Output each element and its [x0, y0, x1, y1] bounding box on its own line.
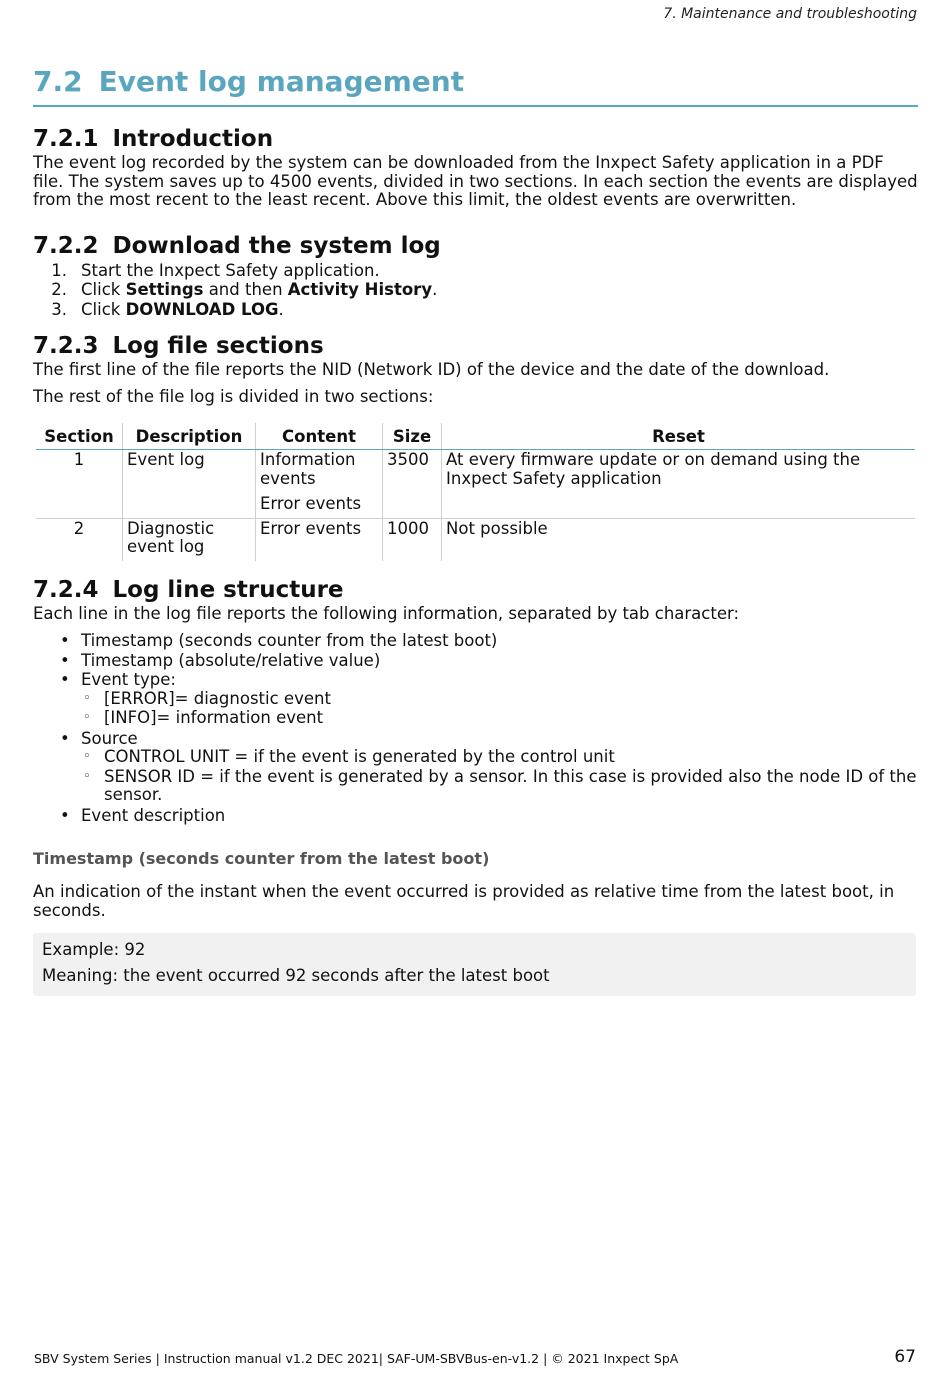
example-value: Example: 92 — [42, 940, 146, 959]
introduction-text: The event log recorded by the system can be downloaded from the Inxpect Safety application in a PDF file. The system saves up to 4500 events, divided in two sections. In each section the events are displayed from the most recent to the least recent. Above this limit, the oldest events are overwritten. — [33, 153, 918, 209]
list-item: • Timestamp (absolute/relative value) — [33, 651, 918, 671]
nid-paragraph: The first line of the file reports the NID (Network ID) of the device and the date of the download. — [33, 360, 830, 379]
section-number: 7.2 — [33, 65, 83, 98]
column-header-size: Size — [383, 423, 442, 450]
page-number: 67 — [894, 1347, 916, 1367]
download-heading — [33, 231, 918, 261]
step-number: 1. — [51, 260, 67, 280]
step-text: Click DOWNLOAD LOG. — [81, 299, 284, 319]
step-item — [33, 300, 918, 320]
section-heading — [33, 62, 918, 107]
section-title: Event log management — [98, 65, 465, 98]
cell-reset: At every firmware update or on demand using the Inxpect Safety application — [442, 450, 916, 519]
sublist-item: ◦ CONTROL UNIT = if the event is generated by the control unit — [81, 748, 918, 767]
download-title: Download the system log — [112, 232, 441, 259]
column-header-section: Section — [36, 423, 123, 450]
list-item: • Timestamp (seconds counter from the latest boot) — [33, 631, 918, 651]
introduction-number: 7.2.1 — [33, 126, 99, 152]
log-file-sections-section — [33, 331, 918, 561]
download-log-label: DOWNLOAD LOG — [125, 299, 279, 319]
event-type-sublist — [81, 690, 918, 728]
step-item — [33, 280, 918, 300]
log-sections-table — [36, 423, 915, 561]
cell-description: Diagnostic event log — [123, 518, 256, 561]
log-file-sections-number: 7.2.3 — [33, 333, 99, 359]
running-header: 7. Maintenance and troubleshooting — [663, 6, 917, 22]
list-item: • Event description — [33, 806, 918, 826]
activity-history-label: Activity History — [287, 280, 433, 299]
column-header-reset: Reset — [442, 423, 916, 450]
log-line-structure-title: Log line structure — [112, 576, 344, 603]
step-text: Click Settings and then Activity History. — [81, 280, 438, 299]
download-section — [33, 231, 918, 320]
sublist-item: ◦ [INFO]= information event — [81, 709, 918, 728]
page-content — [33, 62, 918, 996]
timestamp-subheading: Timestamp (seconds counter from the latest boot) — [33, 849, 490, 868]
content-entry: Error events — [260, 494, 362, 513]
content-entry: Information events — [260, 450, 356, 488]
settings-label: Settings — [125, 280, 204, 299]
download-number: 7.2.2 — [33, 232, 99, 259]
sublist-item: ◦ [ERROR]= diagnostic event — [81, 690, 918, 709]
content-entry: Error events — [260, 518, 362, 538]
log-line-structure-number: 7.2.4 — [33, 576, 99, 603]
timestamp-text: An indication of the instant when the event occurred is provided as relative time from the latest boot, in seconds. — [33, 882, 895, 920]
log-file-sections-title: Log file sections — [112, 333, 324, 359]
cell-size: 3500 — [383, 450, 442, 519]
cell-description: Event log — [123, 450, 256, 519]
cell-reset: Not possible — [442, 518, 916, 561]
list-item: • Source ◦ CONTROL UNIT = if the event is generated by the control unit ◦ SENSOR ID = if the event is generated by a sensor. In this case is provided also the node ID of the sensor. — [33, 729, 918, 805]
introduction-heading — [33, 124, 918, 154]
column-header-content: Content — [256, 423, 383, 450]
step-text: Start the Inxpect Safety application. — [81, 260, 380, 280]
log-line-fields-list — [33, 631, 918, 825]
introduction-section — [33, 124, 918, 210]
page-footer: SBV System Series | Instruction manual v1.2 DEC 2021| SAF-UM-SBVBus-en-v1.2 | © 2021 Inxpect SpA — [34, 1351, 679, 1366]
cell-section: 2 — [73, 518, 85, 538]
introduction-title: Introduction — [112, 126, 274, 152]
cell-size: 1000 — [383, 518, 442, 561]
example-meaning: Meaning: the event occurred 92 seconds after the latest boot — [42, 966, 550, 985]
step-number: 3. — [51, 299, 67, 319]
sublist-item: ◦ SENSOR ID = if the event is generated by a sensor. In this case is provided also the node ID of the sensor. — [81, 768, 918, 805]
log-line-structure-intro: Each line in the log file reports the following information, separated by tab character: — [33, 603, 740, 623]
cell-content — [256, 450, 383, 519]
table-row — [36, 518, 915, 561]
table-header-row — [36, 423, 915, 450]
step-item — [33, 261, 918, 281]
step-number: 2. — [51, 280, 67, 299]
source-sublist — [81, 748, 918, 805]
cell-section: 1 — [36, 450, 123, 519]
list-item: • Event type: ◦ [ERROR]= diagnostic event ◦ [INFO]= information event — [33, 670, 918, 728]
log-file-sections-heading — [33, 331, 918, 361]
download-steps — [33, 261, 918, 320]
table-row — [36, 450, 915, 519]
log-line-structure-heading — [33, 575, 918, 605]
example-box — [33, 933, 916, 996]
log-line-structure-section — [33, 575, 918, 997]
sections-paragraph: The rest of the file log is divided in two sections: — [33, 386, 434, 406]
cell-content — [256, 518, 383, 561]
column-header-description: Description — [123, 423, 256, 450]
